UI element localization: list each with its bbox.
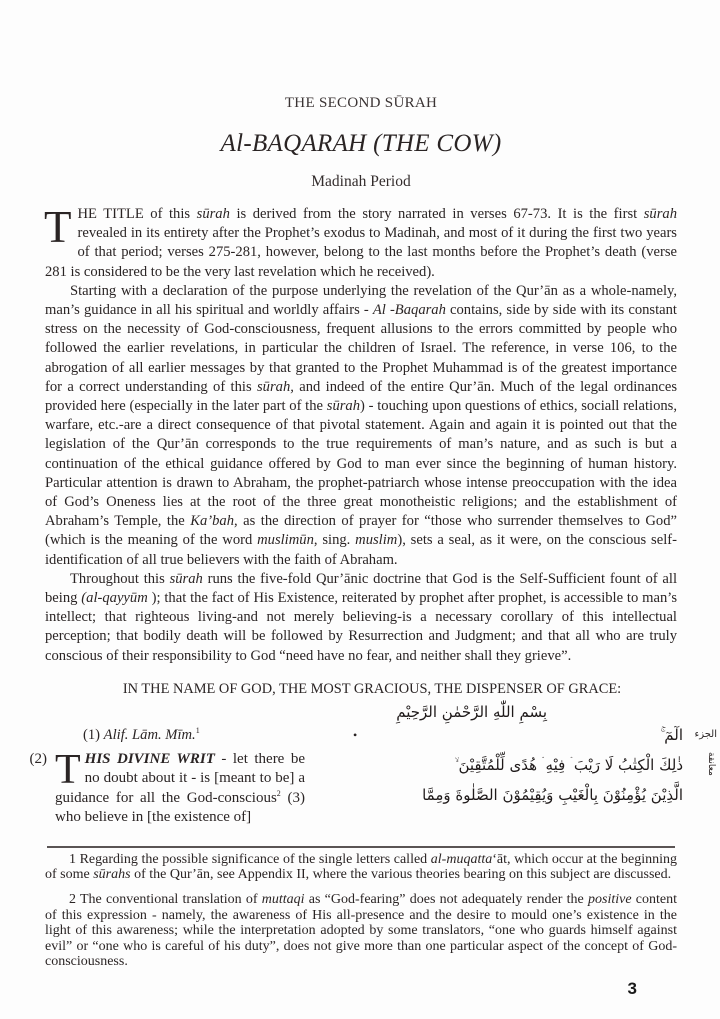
verses: [17, 724, 717, 828]
surah-title: Al-BAQARAH (THE COW): [220, 130, 502, 157]
intro-paragraph-2: [45, 282, 677, 570]
text: contains, side by side with its constant stress on the necessity of God-consciousness, frequent allusions to the errors committed by people who followed the earlier revelations, in particular the children of Israel. The reference, in verse 106, to the abrogation of all earlier messages by that granted to the Prophet Muhammad is of the greatest importance for a correct understanding of this: [45, 302, 677, 395]
verse-text: (3) who believe in [the existence of]: [55, 789, 305, 826]
text: ); that the fact of His Existence, reiterated by prophet after prophet, is accessible to man’s intellect; that righteous living-and not merely believing-is a necessary corollary of this intellectual perception; that bodily death will be followed by Resurrection and Judgment; and that all who are truly conscious of their responsibility to God “need have no fear, and neither shall they grieve”.: [45, 590, 677, 664]
basmala-row: [45, 700, 677, 724]
intro-paragraph-1: [44, 202, 677, 282]
verse-3-arabic: الَّذِيْنَ يُؤْمِنُوْنَ بِالْغَيْبِ وَيُقِيْمُوْنَ الصَّلٰوةَ وَمِمَّا: [422, 785, 683, 804]
text: , sing.: [313, 532, 356, 549]
italic-term: muslimūn: [257, 532, 314, 549]
italic-term: sūrah: [196, 206, 230, 222]
footnote-1: [45, 852, 677, 883]
footnote-ref-2[interactable]: 2: [276, 788, 281, 798]
verse-1-arabic-cell: [313, 724, 683, 746]
verse-1-translation: [55, 724, 305, 746]
italic-term: sūrah: [643, 206, 677, 222]
text: and indeed of the entire Qur’ān. Much of the legal ordinances provided here (especially in the later part of the: [45, 378, 677, 415]
text: Starting with a declaration of the purpose underlying the revelation of the Qur’ān as a whole-namely, man’s guidance in all his spiritual and worldly affairs -: [45, 282, 677, 319]
text: content of this expression - namely, the awareness of His all-presence and the desire to mould one’s existence in the light of this awareness; while the interpretation adopted by some translators, “one who guards himself against evil” or “one who is careful of his duty”, does not give more than one particular aspect of the concept of God-consciousness.: [45, 892, 677, 970]
text: revealed in its entirety after the Prophet’s exodus to Madinah, and most of it during the first two years of that period; verses 275-281, however, belong to the last months before the Prophet’s death (verse 281 is considered to be the very last revelation which he received).: [45, 225, 677, 280]
surah-number-heading: THE SECOND SŪRAH: [284, 95, 438, 111]
juz-marker: الجزء: [694, 728, 717, 740]
text: 1 Regarding the possible significance of the single letters called: [69, 851, 431, 867]
basmala-translation: IN THE NAME OF GOD, THE MOST GRACIOUS, THE DISPENSER OF GRACE:: [122, 680, 622, 697]
margin-note-arabic: معانقة: [706, 751, 716, 776]
italic-term: muslim: [355, 532, 398, 549]
text: as “God-fearing” does not adequately render the: [304, 892, 588, 908]
italic-term: sūrah,: [257, 378, 294, 395]
italic-term: muttaqi: [261, 892, 305, 908]
verse-2-arabic: ذٰلِكَ الْكِتٰبُ لَا رَيْبَ ۛ فِيْهِ ۛ هُدًى لِّلْمُتَّقِيْنَ ۙ: [454, 755, 683, 774]
stray-mark: •: [353, 727, 358, 742]
italic-term: sūrahs: [93, 867, 131, 883]
italic-term: Ka’bah: [190, 513, 235, 530]
italic-term: al-muqatta: [430, 851, 493, 867]
introduction: [44, 202, 677, 666]
text: ), sets a seal, as it were, on the conscious self-identification of all true believers with the faith of Abraham.: [45, 532, 677, 568]
verse-number: (1): [83, 726, 104, 743]
verse-heading: HIS DIVINE WRIT: [84, 750, 215, 767]
footnote-ref-1[interactable]: 1: [195, 726, 200, 736]
verse-1-arabic: الٓمٓ ۚ: [660, 725, 683, 744]
text: runs the five-fold Qur’ānic doctrine that God is the Self-Sufficient fount of all being: [45, 570, 677, 607]
italic-term: positive: [588, 892, 632, 908]
italic-term: (al-qayyūm: [81, 590, 148, 607]
verse-2-translation: [55, 746, 305, 828]
text: , as the direction of prayer for “those who surrender themselves to God” (which is the meaning of the word: [45, 513, 677, 549]
footnotes: [45, 852, 677, 970]
basmala-arabic: بِسْمِ اللّٰهِ الرَّحْمٰنِ الرَّحِيْمِ: [396, 702, 547, 721]
footnote-divider: [47, 846, 675, 848]
verse-text: - let there be no doubt about it - is [meant to be] a guidance for all the God-conscious: [55, 750, 305, 806]
drop-cap: T: [55, 746, 81, 793]
verse-2-number: (2): [29, 750, 47, 767]
italic-term: Al -Baqarah: [372, 302, 446, 319]
verse-2-arabic-column: [313, 746, 683, 810]
text: of the Qur’ān, see Appendix II, where the various theories bearing on this subject are discussed.: [130, 867, 672, 883]
footnote-2: [45, 892, 677, 970]
italic-term: sūrah: [169, 570, 203, 587]
intro-paragraph-3: [45, 570, 677, 666]
text: ) - touching upon questions of ethics, sociall relations, warfare, etc.-are a direct consequence of that pivotal statement. Again and again it is pointed out that the legislation of the Qur’ān corresponds to the true requirements of man’s nature, and as such is but a continuation of the ethical guidance offered by God to man ever since the beginning of human history. Particular attention is drawn to Abraham, the prophet-patriarch whose intense preoccupation with the idea of God’s Oneness lies at the root of the three great monotheistic religions; and the establishment of Abraham’s Temple, the: [45, 398, 677, 530]
italic-term: sūrah: [326, 398, 361, 415]
page-number: 3: [627, 979, 637, 999]
text: is derived from the story narrated in verses 67-73. It is the first: [229, 206, 644, 222]
drop-cap: T: [44, 202, 72, 252]
text: ‘āt, which occur at the beginning of some: [45, 851, 677, 883]
verse-text: Alif. Lām. Mīm.: [103, 726, 196, 743]
text: Throughout this: [70, 570, 170, 587]
text: HE TITLE of this: [77, 206, 197, 222]
revelation-period: Madinah Period: [311, 173, 411, 190]
text: 2 The conventional translation of: [69, 892, 262, 908]
